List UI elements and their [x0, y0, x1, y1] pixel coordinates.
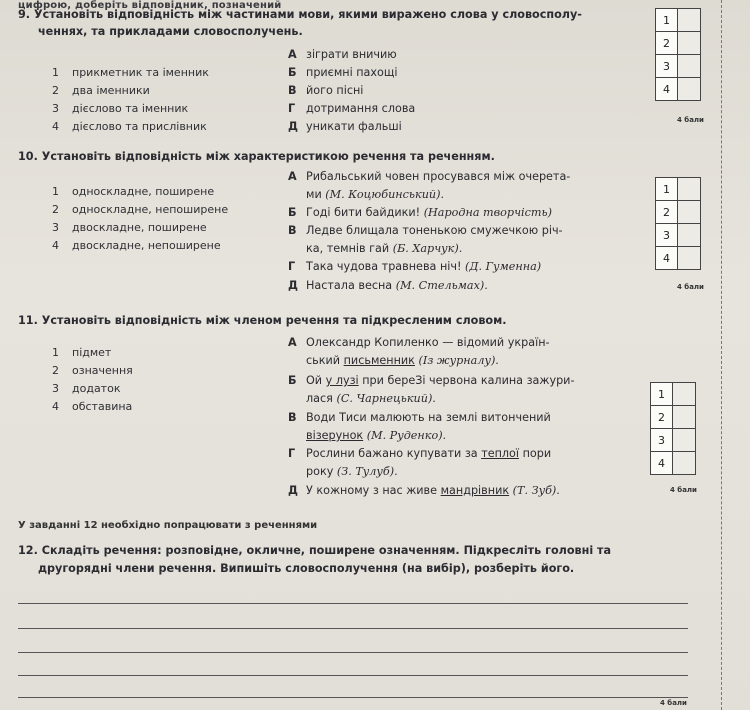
q11-right-item-b-line1: Б Ой у лузі при береЗі червона калина зажури-: [288, 374, 575, 387]
underlined-word-pysmennyk: письменник: [343, 354, 415, 367]
q11-right-item-d: Д У кожному з нас живе мандрівник (Т. Зуб).: [288, 484, 560, 497]
q11-right-item-a-line1: А Олександр Копиленко — відомий україн-: [288, 336, 550, 349]
q11-score: 4 бали: [670, 486, 697, 494]
q9-score: 4 бали: [677, 116, 704, 124]
q10-left-item-4: 4 двоскладне, непоширене: [52, 239, 221, 252]
q11-title-text: Установіть відповідність між членом речення та підкресленим словом.: [41, 314, 507, 327]
answer-line-5[interactable]: [18, 697, 688, 698]
q12-title-line2: другорядні члени речення. Випишіть словосполучення (на вибір), розберіть його.: [38, 562, 575, 575]
q10-right-item-b: Б Годі бити байдики! (Народна творчість): [288, 206, 552, 219]
q9-left-item-3: 3 дієслово та іменник: [52, 102, 189, 115]
q11-answer-cell-1[interactable]: [673, 383, 695, 405]
q9-answer-cell-1[interactable]: [678, 9, 700, 31]
q11-right-item-h-line2: року (З. Тулуб).: [306, 465, 398, 478]
q10-title-text: Установіть відповідність між характеристикою речення та реченням.: [41, 150, 495, 163]
q10-right-item-d: Д Настала весна (М. Стельмах).: [288, 279, 488, 292]
q9-answer-grid: [655, 8, 701, 101]
q11-right-item-v-line1: В Води Тиси малюють на землі витончений: [288, 411, 551, 424]
q9-grid-label-2: 2: [656, 32, 678, 54]
q11-right-item-v-line2: візерунок (М. Руденко).: [306, 429, 447, 442]
q9-title-line2: ченнях, та прикладами словосполучень.: [38, 25, 303, 38]
q10-grid-label-1: 1: [656, 178, 678, 200]
q11-grid-label-4: 4: [651, 452, 673, 474]
q11-right-item-b-line2: лася (С. Чарнецький).: [306, 392, 436, 405]
q11-answer-cell-4[interactable]: [673, 452, 695, 474]
q9-left-item-2: 2 два іменники: [52, 84, 150, 97]
q11-right-item-a-line2: ський письменник (Із журналу).: [306, 354, 499, 367]
underlined-word-vizerunok: візерунок: [306, 429, 364, 442]
q10-number: 10.: [18, 150, 38, 163]
q10-grid-label-3: 3: [656, 224, 678, 246]
q10-left-item-3: 3 двоскладне, поширене: [52, 221, 207, 234]
q10-answer-grid: [655, 177, 701, 270]
q10-right-item-a-line2: ми (М. Коцюбинський).: [306, 188, 445, 201]
q9-left-item-1: 1 прикметник та іменник: [52, 66, 209, 79]
q10-left-item-2: 2 односкладне, непоширене: [52, 203, 229, 216]
header-strip: цифрою, доберіть відповідник, позначений: [18, 0, 282, 11]
q9-left-item-4: 4 дієслово та прислівник: [52, 120, 207, 133]
margin-dashed-line: [721, 0, 722, 710]
q12-text-line1: Складіть речення: розповідне, окличне, поширене означенням. Підкресліть головні та: [41, 544, 612, 557]
q11-answer-cell-2[interactable]: [673, 406, 695, 428]
q9-grid-label-4: 4: [656, 78, 678, 100]
q10-left-item-1: 1 односкладне, поширене: [52, 185, 215, 198]
underlined-word-u-luzi: у лузі: [325, 374, 359, 387]
q11-grid-label-3: 3: [651, 429, 673, 451]
q10-score: 4 бали: [677, 283, 704, 291]
q11-left-item-3: 3 додаток: [52, 382, 121, 395]
underlined-word-teploi: теплої: [481, 447, 520, 460]
q9-grid-label-3: 3: [656, 55, 678, 77]
q9-title-line1: [18, 8, 582, 21]
q11-answer-grid: [650, 382, 696, 475]
q9-answer-cell-2[interactable]: [678, 32, 700, 54]
q12-title-line1: [18, 544, 611, 557]
q10-right-item-v-line1: В Ледве блищала тоненькою смужечкою річ-: [288, 224, 563, 237]
q10-answer-cell-3[interactable]: [678, 224, 700, 246]
q10-answer-cell-4[interactable]: [678, 247, 700, 269]
q9-grid-label-1: 1: [656, 9, 678, 31]
q10-right-item-v-line2: ка, темнів гай (Б. Харчук).: [306, 242, 463, 255]
underlined-word-mandrivnyk: мандрівник: [440, 484, 510, 497]
q11-number: 11.: [18, 314, 38, 327]
q9-title-text1: Установіть відповідність між частинами мови, якими виражено слова у словосполу-: [33, 8, 582, 21]
q9-right-item-v: В його пісні: [288, 84, 364, 97]
q10-right-item-a-line1: А Рибальський човен просувався між очерета-: [288, 170, 571, 183]
q9-answer-cell-3[interactable]: [678, 55, 700, 77]
answer-line-3[interactable]: [18, 652, 688, 653]
q10-answer-cell-1[interactable]: [678, 178, 700, 200]
q11-left-item-1: 1 підмет: [52, 346, 112, 359]
q9-answer-cell-4[interactable]: [678, 78, 700, 100]
answer-line-1[interactable]: [18, 603, 688, 604]
q12-number: 12.: [18, 544, 38, 557]
q11-answer-cell-3[interactable]: [673, 429, 695, 451]
q12-score: 4 бали: [660, 699, 687, 707]
q11-right-item-h-line1: Г Рослини бажано купувати за теплої пори: [288, 447, 552, 460]
q11-grid-label-1: 1: [651, 383, 673, 405]
q10-grid-label-2: 2: [656, 201, 678, 223]
q10-right-item-h: Г Така чудова травнева ніч! (Д. Гуменна): [288, 260, 542, 273]
q10-title: [18, 150, 495, 163]
q11-left-item-4: 4 обставина: [52, 400, 133, 413]
answer-line-2[interactable]: [18, 628, 688, 629]
q11-grid-label-2: 2: [651, 406, 673, 428]
q11-title: [18, 314, 507, 327]
q9-right-item-d: Д уникати фальші: [288, 120, 402, 133]
q9-right-item-a: А зіграти вничию: [288, 48, 397, 61]
q10-answer-cell-2[interactable]: [678, 201, 700, 223]
q11-left-item-2: 2 означення: [52, 364, 133, 377]
q9-right-item-h: Г дотримання слова: [288, 102, 416, 115]
q9-right-item-b: Б приємні пахощі: [288, 66, 398, 79]
q9-number: 9.: [18, 8, 31, 21]
section12-heading: У завданні 12 необхідно попрацювати з реченнями: [18, 520, 318, 531]
answer-line-4[interactable]: [18, 675, 688, 676]
q10-grid-label-4: 4: [656, 247, 678, 269]
